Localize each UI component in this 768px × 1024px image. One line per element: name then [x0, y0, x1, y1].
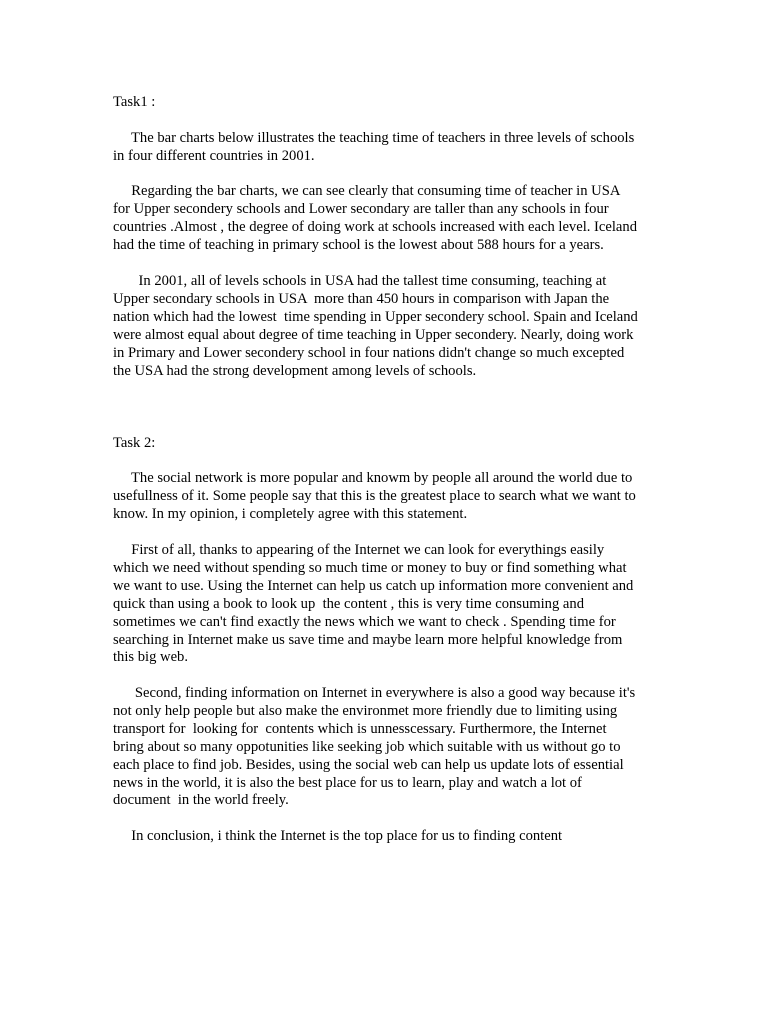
task2-heading: Task 2: [113, 435, 156, 451]
task1-paragraph-1: The bar charts below illustrates the teaching time of teachers in three levels of schools in four different countries in 2001. [113, 130, 635, 164]
task1-heading: Task1 : [113, 94, 156, 110]
task1-paragraph-3: In 2001, all of levels schools in USA had the tallest time consuming, teaching at Upper secondary schools in USA more than 450 hours in comparison with Japan the nation which had the lowest time spending in Upper secondery school. Spain and Iceland were almost equal about degree of time teaching in Upper secondery. Nearly, doing work in Primary and Lower secondery school in four nations didn't change so much excepted the USA had the strong development among levels of schools. [113, 273, 638, 379]
task1-paragraph-2: Regarding the bar charts, we can see clearly that consuming time of teacher in USA for Upper secondery schools and Lower secondary are taller than any schools in four countries .Almost , the degree of doing work at schools increased with each level. Iceland had the time of teaching in primary school is the lowest about 588 hours for a years. [113, 183, 637, 253]
task2-paragraph-3: Second, finding information on Internet in everywhere is also a good way because it's not only help people but also make the environmet more friendly due to limiting using transport for looking for contents which is unnesscessary. Furthermore, the Internet bring about so many oppotunities like seeking job which suitable with us without go to each place to find job. Besides, using the social web can help us update lots of essential news in the world, it is also the best place for us to learn, play and watch a lot of document in the world freely. [113, 685, 636, 809]
task2-paragraph-2: First of all, thanks to appearing of the Internet we can look for everythings easily which we need without spending so much time or money to buy or find something what we want to use. Using the Internet can help us catch up information more convenient and quick than using a book to look up the content , this is very time consuming and sometimes we can't find exactly the news which we want to check . Spending time for searching in Internet make us save time and maybe learn more helpful knowledge from this big web. [113, 542, 634, 666]
task2-paragraph-4: In conclusion, i think the Internet is the top place for us to finding content [113, 828, 563, 844]
task2-paragraph-1: The social network is more popular and knowm by people all around the world due to usefullness of it. Some people say that this is the greatest place to search what we want to know. In my opinion, i completely agree with this statement. [113, 470, 636, 522]
